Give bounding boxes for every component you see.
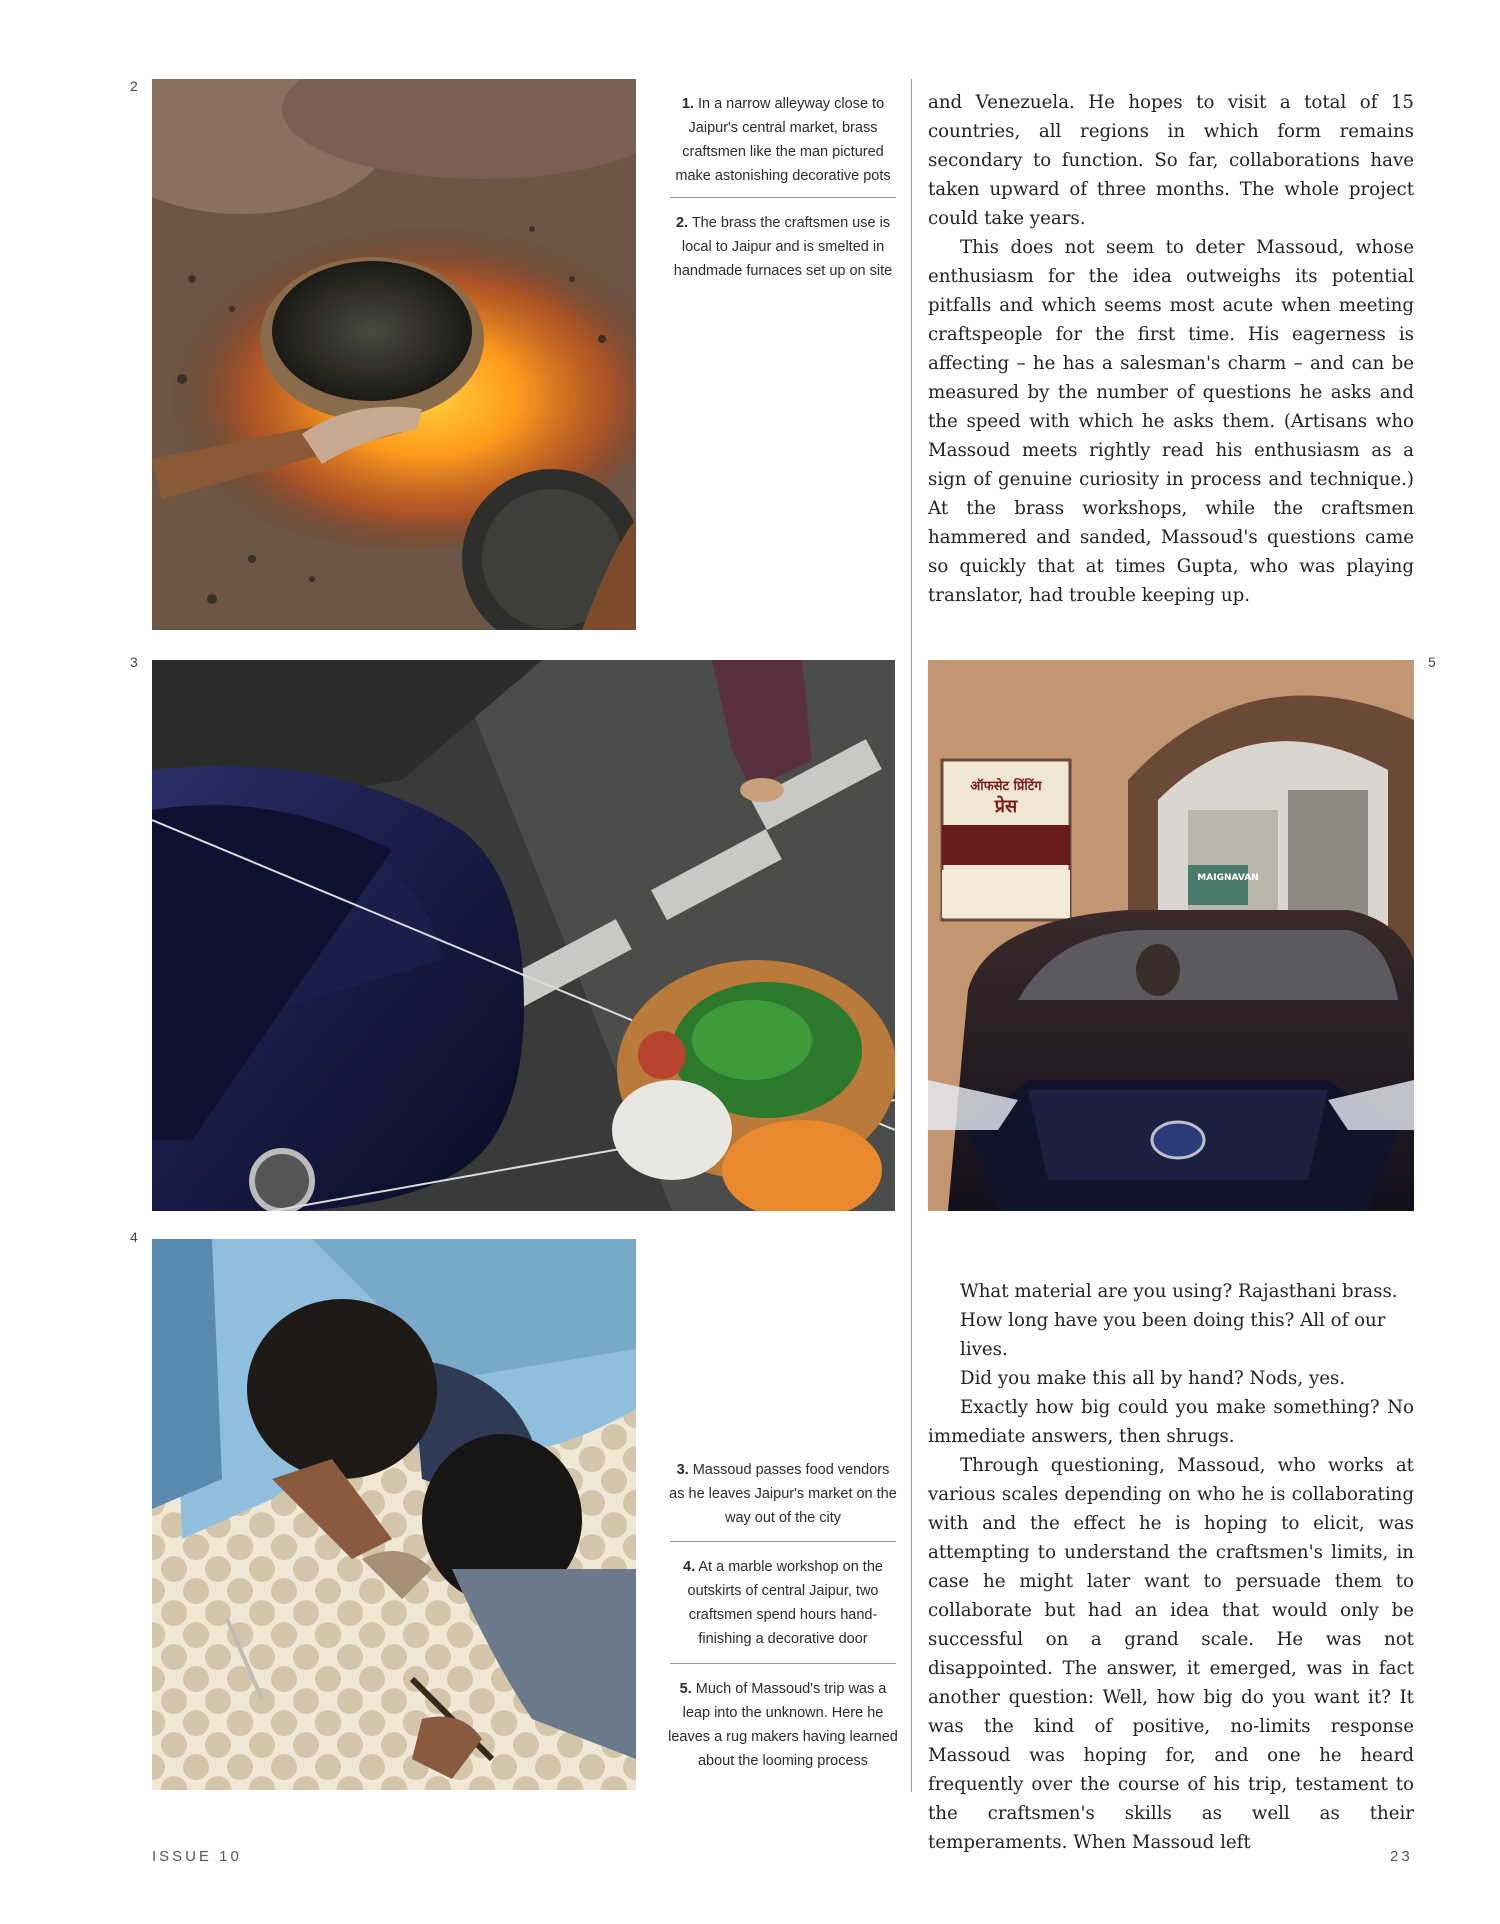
sign-line-2: प्रेस <box>994 796 1018 817</box>
caption-number: 2. <box>675 215 689 231</box>
caption-text: Much of Massoud's trip was a leap into the unknown. Here he leaves a rug makers having learned about the looming process <box>668 1681 898 1769</box>
caption-number: 3. <box>676 1462 689 1478</box>
brass-pot-over-fire-photo <box>152 79 636 630</box>
caption-text: In a narrow alleyway close to Jaipur's central market, brass craftsmen like the man pictured make astonishing decorative pots <box>675 96 891 184</box>
issue-label: ISSUE 10 <box>152 1848 242 1865</box>
body-paragraph: This does not seem to deter Massoud, whose enthusiasm for the idea outweighs its potential pitfalls and which seems most acute when meeting craftspeople for the first time. His eagerness is affecting – he has a salesman's charm – and can be measured by the number of questions he asks and the speed with which he asks them. (Artisans who Massoud meets rightly read his enthusiasm as a sign of genuine curiosity in process and technique.) At the brass workshops, while the craftsmen hammered and sanded, Massoud's questions came so quickly that at times Gupta, who was playing translator, had trouble keeping up. <box>928 237 1414 606</box>
body-paragraph: Through questioning, Massoud, who works at various scales depending on who he is collaborating with and the effect he is hoping to elicit, was attempting to understand the craftsmen's limits, in case he might later want to persuade them to collaborate but had an idea that would only be successful on a grand scale. He was not disappointed. The answer, it emerged, was in fact another question: Well, how big do you want it? It was the kind of positive, no-limits response Massoud was hoping for, and one he heard frequently over the course of his trip, testament to the craftsmen's skills as well as their temperaments. When Massoud left <box>928 1455 1414 1853</box>
caption-divider <box>670 197 896 198</box>
body-qa-line: How long have you been doing this? All of our lives. <box>960 1310 1386 1360</box>
caption-3 <box>668 1458 898 1530</box>
body-qa-line: Did you make this all by hand? Nods, yes. <box>960 1368 1346 1389</box>
body-paragraph: Exactly how big could you make something? No immediate answers, then shrugs. <box>928 1397 1414 1447</box>
page-number: 23 <box>1390 1848 1413 1865</box>
body-text-top <box>928 88 1414 610</box>
body-text-bottom <box>928 1277 1414 1857</box>
caption-number: 5. <box>679 1681 692 1697</box>
caption-1 <box>668 92 898 188</box>
caption-text: At a marble workshop on the outskirts of central Jaipur, two craftsmen spend hours hand-finishing a decorative door <box>687 1559 883 1647</box>
caption-4 <box>668 1555 898 1651</box>
figure-number-4: 4 <box>130 1229 138 1245</box>
caption-divider <box>670 1541 896 1542</box>
street-vendors-and-car-photo <box>152 660 895 1211</box>
marble-workshop-photo <box>152 1239 636 1790</box>
caption-divider <box>670 1663 896 1664</box>
figure-number-5: 5 <box>1428 654 1436 670</box>
caption-text: Massoud passes food vendors as he leaves Jaipur's market on the way out of the city <box>669 1462 897 1526</box>
caption-2 <box>668 211 898 283</box>
figure-number-2: 2 <box>130 78 138 94</box>
figure-number-3: 3 <box>130 654 138 670</box>
caption-number: 1. <box>681 96 694 112</box>
caption-number: 4. <box>683 1559 696 1575</box>
body-qa-line: What material are you using? Rajasthani brass. <box>960 1281 1398 1302</box>
caption-5 <box>668 1677 898 1773</box>
body-paragraph: and Venezuela. He hopes to visit a total of 15 countries, all regions in which form remains secondary to function. So far, collaborations have taken upward of three months. The whole project could take years. <box>928 92 1414 229</box>
sign-line-1: ऑफसेट प्रिंटिंग <box>970 779 1042 794</box>
car-under-arch-photo <box>928 660 1414 1211</box>
caption-text: The brass the craftsmen use is local to Jaipur and is smelted in handmade furnaces set up on site <box>673 215 893 279</box>
shop-sign: MAIGNAVAN <box>1197 873 1259 883</box>
column-rule <box>911 79 912 1792</box>
